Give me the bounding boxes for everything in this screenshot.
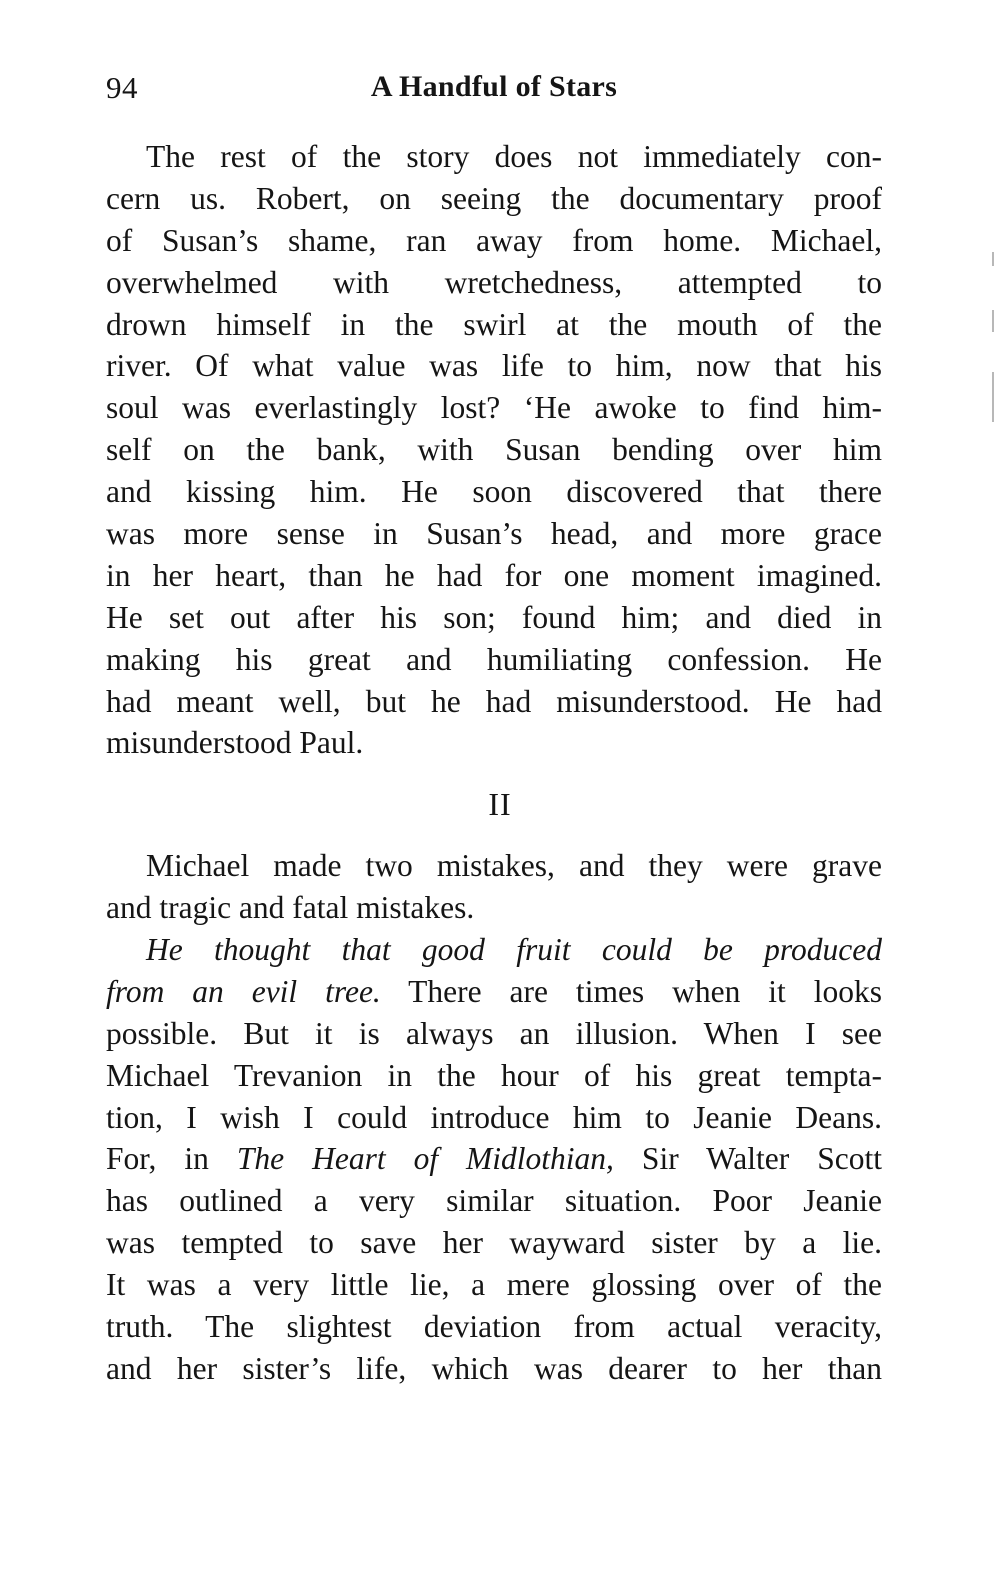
text-segment: For, in	[106, 1141, 237, 1177]
page-header	[106, 62, 882, 114]
text-segment: There are times when it looks	[380, 973, 882, 1009]
text-line: of Susan’s shame, ran away from home. Michael,	[106, 222, 882, 258]
paragraph-evil-tree	[106, 929, 882, 1390]
text-line: misunderstood Paul.	[106, 725, 364, 761]
text-line: had meant well, but he had misunderstood. He had	[106, 683, 882, 719]
text-line: tion, I wish I could introduce him to Jeanie Deans.	[106, 1099, 882, 1135]
text-line: Michael made two mistakes, and they were grave	[146, 848, 882, 883]
text-line: soul was everlastingly lost? ‘He awoke to find him-	[106, 390, 882, 426]
text-line: drown himself in the swirl at the mouth of the	[106, 306, 882, 342]
text-segment: Sir Walter Scott	[613, 1141, 883, 1177]
text-line	[106, 971, 882, 1013]
text-line: and her sister’s life, which was dearer to her than	[106, 1350, 882, 1386]
scan-edge-mark	[992, 310, 994, 332]
scan-edge-mark	[992, 252, 994, 266]
text-line: and kissing him. He soon discovered that there	[106, 474, 882, 510]
scan-edge-mark	[992, 372, 994, 422]
paragraph-story-conclusion	[106, 136, 882, 764]
book-title-italic: The Heart of Midlothian,	[236, 1141, 614, 1177]
text-line: cern us. Robert, on seeing the documentary proof	[106, 180, 882, 216]
text-line: was tempted to save her wayward sister by a lie.	[106, 1225, 882, 1261]
page-number: 94	[106, 70, 138, 105]
text-line: has outlined a very similar situation. Poor Jeanie	[106, 1183, 882, 1219]
running-title: A Handful of Stars	[370, 70, 618, 103]
text-line: overwhelmed with wretchedness, attempted to	[106, 264, 882, 300]
section-heading: II	[488, 786, 512, 822]
text-line: He set out after his son; found him; and died in	[106, 599, 882, 635]
text-line: was more sense in Susan’s head, and more grace	[106, 516, 882, 552]
italic-phrase: from an evil tree.	[106, 973, 381, 1009]
paragraph-two-mistakes	[106, 845, 882, 929]
text-line: truth. The slightest deviation from actual veracity,	[106, 1309, 882, 1345]
text-line: and tragic and fatal mistakes.	[106, 889, 475, 925]
text-line	[106, 1138, 882, 1180]
text-line: self on the bank, with Susan bending over him	[106, 432, 882, 468]
text-line-italic: He thought that good fruit could be produced	[146, 932, 882, 967]
text-line: The rest of the story does not immediately con-	[146, 139, 882, 174]
text-line: making his great and humiliating confession. He	[106, 641, 882, 677]
text-line: It was a very little lie, a mere glossing over of the	[106, 1267, 882, 1303]
text-line: river. Of what value was life to him, now that his	[106, 348, 882, 384]
text-line: Michael Trevanion in the hour of his great tempta-	[106, 1057, 882, 1093]
text-line: in her heart, than he had for one moment imagined.	[106, 557, 882, 593]
text-line: possible. But it is always an illusion. When I see	[106, 1015, 882, 1051]
